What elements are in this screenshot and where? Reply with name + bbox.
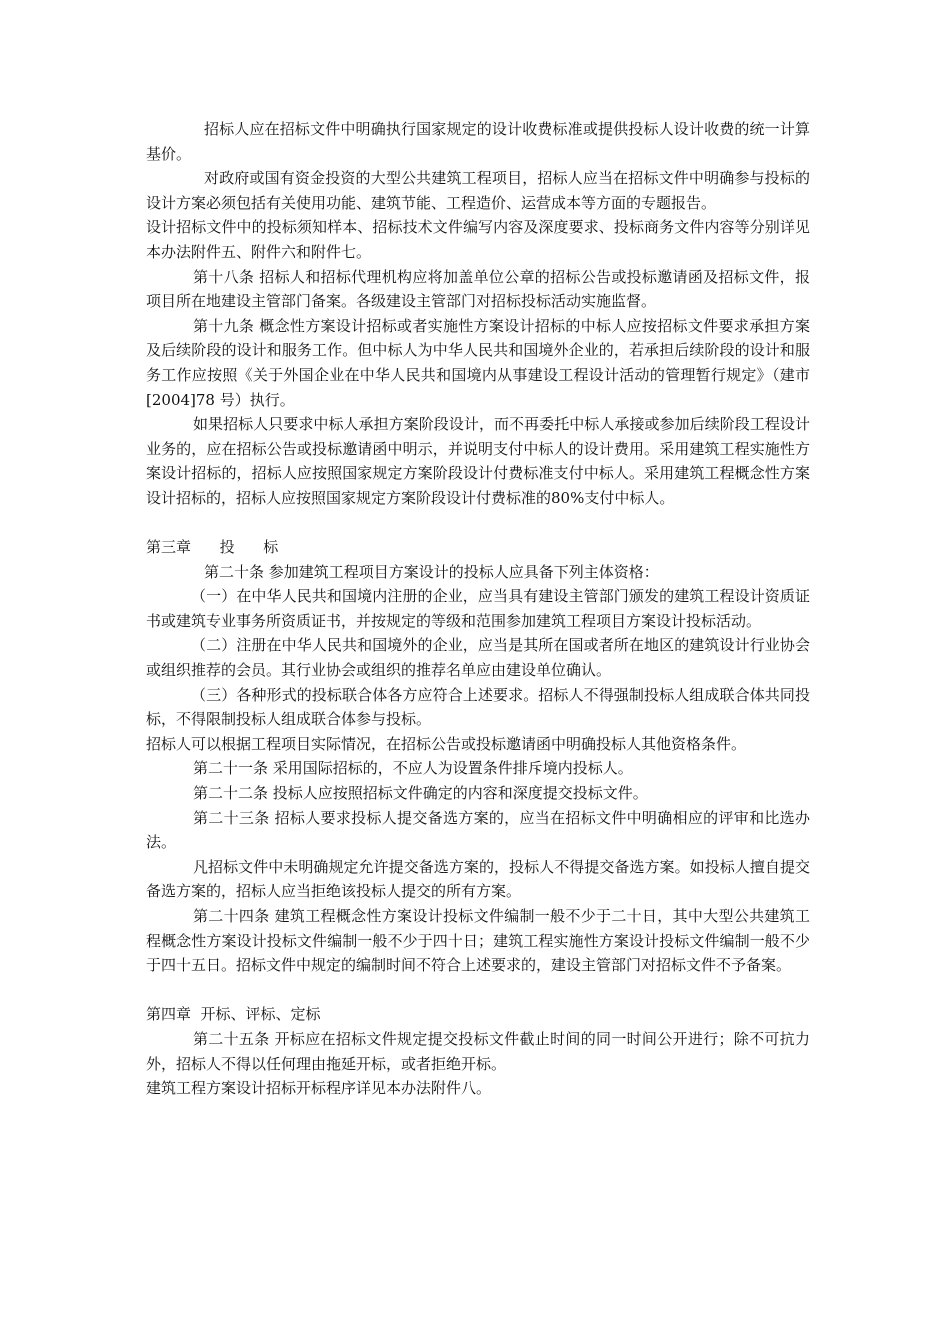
article-24: 第二十四条 建筑工程概念性方案设计投标文件编制一般不少于二十日，其中大型公共建筑工程概念性方案设计投标文件编制一般不少于四十日；建筑工程实施性方案设计投标文件编制一般不少于四十五日。招标文件中规定的编制时间不符合上述要求的，建设主管部门对招标文件不予备案。: [146, 907, 810, 975]
article-22: 第二十二条 投标人应按照招标文件确定的内容和深度提交投标文件。: [193, 784, 648, 803]
blank-line: [146, 511, 810, 536]
list-item: （三）各种形式的投标联合体各方应符合上述要求。招标人不得强制投标人组成联合体共同投标，不得限制投标人组成联合体参与投标。: [146, 685, 810, 729]
paragraph: 设计招标文件中的投标须知样本、招标技术文件编写内容及深度要求、投标商务文件内容等分别详见本办法附件五、附件六和附件七。: [146, 218, 810, 261]
article-23: 第二十三条 招标人要求投标人提交备选方案的，应当在招标文件中明确相应的评审和比选办法。: [146, 808, 810, 852]
paragraph: 如果招标人只要求中标人承担方案阶段设计，而不再委托中标人承接或参加后续阶段工程设计业务的，应在招标公告或投标邀请函中明示，并说明支付中标人的设计费用。采用建筑工程实施性方案设计招标的，招标人应按照国家规定方案阶段设计付费标准支付中标人。采用建筑工程概念性方案设计招标的，招标人应按照国家规定方案阶段设计付费标准的80%支付中标人。: [146, 415, 810, 507]
paragraph: 对政府或国有资金投资的大型公共建筑工程项目，招标人应当在招标文件中明确参与投标的设计方案必须包括有关使用功能、建筑节能、工程造价、运营成本等方面的专题报告。: [146, 169, 810, 212]
article-21: 第二十一条 采用国际招标的，不应人为设置条件排斥境内投标人。: [193, 759, 633, 778]
paragraph: 招标人可以根据工程项目实际情况，在招标公告或投标邀请函中明确投标人其他资格条件。: [146, 734, 747, 753]
chapter-heading-4: 第四章 开标、评标、定标: [146, 1005, 321, 1024]
article-20: 第二十条 参加建筑工程项目方案设计的投标人应具备下列主体资格：: [204, 562, 659, 581]
article-18: 第十八条 招标人和招标代理机构应将加盖单位公章的招标公告或投标邀请函及招标文件，报项目所在地建设主管部门备案。各级建设主管部门对招标投标活动实施监督。: [146, 267, 810, 311]
article-19: 第十九条 概念性方案设计招标或者实施性方案设计招标的中标人应按招标文件要求承担方案及后续阶段的设计和服务工作。但中标人为中华人民共和国境外企业的，若承担后续阶段的设计和服务工作应按照《关于外国企业在中华人民共和国境内从事建设工程设计活动的管理暂行规定》（建市[2004]78 号）执行。: [146, 316, 810, 409]
blank-line: [146, 978, 810, 1003]
document-page: [146, 117, 810, 1101]
paragraph: 招标人应在招标文件中明确执行国家规定的设计收费标准或提供投标人设计收费的统一计算基价。: [146, 120, 810, 163]
paragraph: 凡招标文件中未明确规定允许提交备选方案的，投标人不得提交备选方案。如投标人擅自提交备选方案的，招标人应当拒绝该投标人提交的所有方案。: [146, 857, 810, 901]
list-item: （二）注册在中华人民共和国境外的企业，应当是其所在国或者所在地区的建筑设计行业协会或组织推荐的会员。其行业协会或组织的推荐名单应由建设单位确认。: [146, 636, 810, 680]
paragraph: 建筑工程方案设计招标开标程序详见本办法附件八。: [146, 1079, 492, 1098]
list-item: （一）在中华人民共和国境内注册的企业，应当具有建设主管部门颁发的建筑工程设计资质证书或建筑专业事务所资质证书，并按规定的等级和范围参加建筑工程项目方案设计投标活动。: [146, 587, 810, 630]
article-25: 第二十五条 开标应在招标文件规定提交投标文件截止时间的同一时间公开进行；除不可抗力外，招标人不得以任何理由拖延开标，或者拒绝开标。: [146, 1029, 810, 1073]
chapter-heading-3: 第三章 投 标: [146, 538, 279, 557]
